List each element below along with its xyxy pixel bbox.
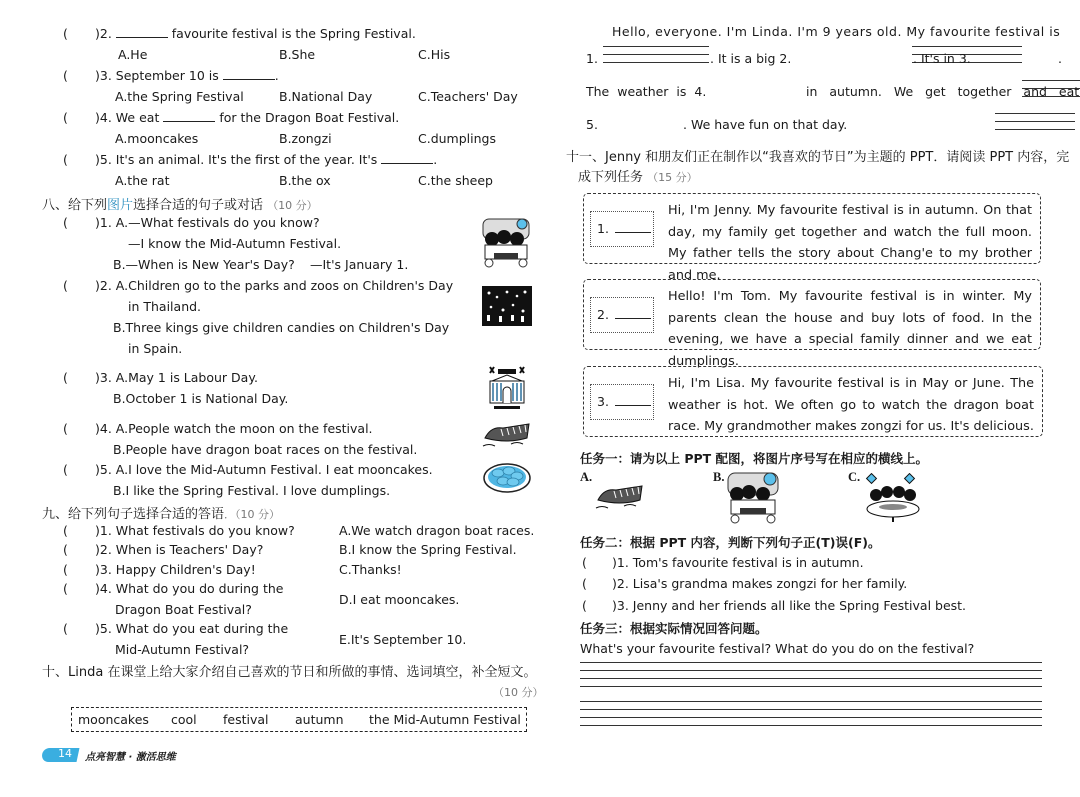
q-number: )4. <box>95 110 112 125</box>
picture-label: B. <box>713 470 725 484</box>
option-b: B.I like the Spring Festival. I love dumplings. <box>113 483 391 498</box>
option-b: B.zongzi <box>279 131 332 146</box>
passage-line-1: Hello, everyone. I'm Linda. I'm 9 years old. My favourite festival is <box>612 24 1061 39</box>
answer-paren[interactable]: ( <box>63 152 68 167</box>
option-b: B.National Day <box>279 89 373 104</box>
q-number: )2. <box>95 26 112 41</box>
question-text: It's an animal. It's the first of the year. It's <box>115 152 378 167</box>
answer-paren[interactable]: ( <box>63 370 68 385</box>
family-mid-autumn-picture <box>480 215 532 270</box>
option-text: in Thailand. <box>128 299 202 314</box>
answer-paren[interactable]: ( <box>582 576 587 591</box>
fill-blank[interactable] <box>116 26 168 38</box>
option-a: A.the Spring Festival <box>115 89 244 104</box>
family-moon-picture <box>725 470 781 526</box>
answer-paren[interactable]: ( <box>63 542 68 557</box>
dumplings-plate-picture <box>482 460 532 495</box>
family-dinner-picture <box>862 473 924 523</box>
option-c: C.dumplings <box>418 131 496 146</box>
q-number: )3. <box>95 68 112 83</box>
question-text: We eat <box>115 110 160 125</box>
option-a: A.He <box>118 47 148 62</box>
answer-paren[interactable]: ( <box>63 26 68 41</box>
ppt-text: Hi, I'm Lisa. My favourite festival is in May or June. The weather is hot. We often go to watch the dragon boat race. My grandmother makes zongzi for us. It's delicious. <box>668 376 1034 434</box>
word-bank-item: mooncakes <box>78 712 149 727</box>
word-bank-item: autumn <box>295 712 344 727</box>
dialogue-line: —I know the Mid-Autumn Festival. <box>128 236 342 251</box>
word-bank-item: festival <box>223 712 269 727</box>
question-text: Mid-Autumn Festival? <box>115 642 250 657</box>
crowd-parade-picture <box>481 285 533 327</box>
fill-blank[interactable] <box>163 110 215 122</box>
answer-paren[interactable]: ( <box>63 562 68 577</box>
answer-paren[interactable]: ( <box>63 278 68 293</box>
answer-paren[interactable]: ( <box>582 555 587 570</box>
answer-option: D.I eat mooncakes. <box>339 592 460 607</box>
answer-paren[interactable]: ( <box>63 421 68 436</box>
ppt-answer-box[interactable]: 3. <box>590 384 654 420</box>
section-score: ．（10 分） <box>224 508 281 521</box>
question-text: Dragon Boat Festival? <box>115 602 252 617</box>
passage-text: in autumn. We get together and eat <box>806 84 1080 99</box>
ppt-text: Hello! I'm Tom. My favourite festival is in winter. My parents clean the house and buy lots of food. In the evening, we have a special family dinner and we eat dumplings. <box>668 289 1032 369</box>
tiananmen-picture <box>484 363 530 413</box>
ppt-card-2 <box>583 279 1041 369</box>
task-3-question: What's your favourite festival? What do you do on the festival? <box>580 641 975 656</box>
answer-paren[interactable]: ( <box>63 621 68 636</box>
blank-number: 5. <box>586 117 598 132</box>
ppt-card-1 <box>583 193 1041 283</box>
option-text: in Spain. <box>128 341 183 356</box>
word-bank-item: cool <box>171 712 197 727</box>
ppt-answer-box[interactable]: 2. <box>590 297 654 333</box>
answer-paren[interactable]: ( <box>63 462 68 477</box>
section-score: （10 分） <box>493 686 544 699</box>
option-a: A.the rat <box>115 173 170 188</box>
answer-paren[interactable]: ( <box>63 110 68 125</box>
option-c: C.the sheep <box>418 173 493 188</box>
option-b: B.October 1 is National Day. <box>113 391 289 406</box>
fill-blank[interactable] <box>381 152 433 164</box>
dragon-boat-picture <box>594 482 646 514</box>
option-c: C.Teachers' Day <box>418 89 518 104</box>
section-11-title-cont: 成下列任务 （15 分） <box>578 170 698 185</box>
option-b: B.the ox <box>279 173 331 188</box>
option-a: A.mooncakes <box>115 131 199 146</box>
blank-number: 1. <box>586 51 598 66</box>
section-9-title: 九、给下列句子选择合适的答语．（10 分） <box>42 507 281 522</box>
answer-option: B.I know the Spring Festival. <box>339 542 517 557</box>
task-3-title: 任务三：根据实际情况回答问题。 <box>580 621 768 636</box>
punct: . <box>1058 51 1062 66</box>
question-text: September 10 is <box>115 68 219 83</box>
passage-text: . It's in 3. <box>913 51 971 66</box>
passage-text: . We have fun on that day. <box>683 117 848 132</box>
question-text: for the Dragon Boat Festival. <box>219 110 400 125</box>
section-8-title: 八、给下列图片选择合适的句子或对话 （10 分） <box>42 198 318 213</box>
section-10-title: 十、Linda 在课堂上给大家介绍自己喜欢的节日和所做的事情、选词填空，补全短文。 <box>42 665 537 680</box>
answer-option: A.We watch dragon boat races. <box>339 523 535 538</box>
passage-text: . It is a big 2. <box>710 51 792 66</box>
answer-paren[interactable]: ( <box>63 68 68 83</box>
answer-paren[interactable]: ( <box>582 598 587 613</box>
punct: . <box>274 68 279 83</box>
answer-option: E.It's September 10. <box>339 632 467 647</box>
right-page: Hello, everyone. I'm Linda. I'm 9 years old. My favourite festival is 1. . It is a big 2. . It's in 3. . The weather is 4. in autumn. We get together and eat 5. . We have fun on that day. 十一、Jenny 和朋友们正在制作以“我喜欢的节日”为主题的 PPT．请阅读 PPT 内容，完 成下列任务 （15 分） 1. Hi, I'm Jenny. My favourite festival is in autumn. On that day, my family get together and watch the full moon. My father tells the story about Chang'e to my brother and me. 2. Hello! I'm Tom. My favourite festival is in winter. My parents clean the house and buy lots of food. In the evening, we have a special family dinner and we eat dumplings. 3. Hi, I'm Lisa. My favourite festival is in May or June. The weather is hot. We often go to watch the dragon boat race. My grandmother makes zongzi for us. It's delicious. 任务一：请为以上 PPT 配图，将图片序号写在相应的横线上。 A. B. C. 任务二：根据 PPT 内容，判断下列句子正(T)误(F)。 ( )1. Tom's favourite festival is in autumn. ( )2. Lisa's grandma makes zongzi for her family. ( )3. Jenny and her friends all like the Spring Festival best. 任务三：根据实际情况回答问题。 What's your favourite festival? What do you do on the festival? <box>0 0 1080 22</box>
task-2-title: 任务二：根据 PPT 内容，判断下列句子正(T)误(F)。 <box>580 535 881 550</box>
option-b: B.She <box>279 47 316 62</box>
dragon-boat-picture <box>481 420 533 452</box>
fill-blank[interactable] <box>223 68 275 80</box>
picture-label: A. <box>580 470 593 484</box>
option-b: B.Three kings give children candies on Children's Day <box>113 320 450 335</box>
option-b: B.—When is New Year's Day? <box>113 257 295 272</box>
section-11-title: 十一、Jenny 和朋友们正在制作以“我喜欢的节日”为主题的 PPT．请阅读 PPT 内容，完 <box>566 150 1070 165</box>
ppt-card-3 <box>583 366 1043 437</box>
section-score: （10 分） <box>267 199 318 212</box>
option-c: C.His <box>418 47 451 62</box>
task-1-title: 任务一：请为以上 PPT 配图，将图片序号写在相应的横线上。 <box>580 451 929 466</box>
footer-slogan: 点亮智慧 · 激活思维 <box>85 752 176 763</box>
word-bank-item: the Mid-Autumn Festival <box>369 712 521 727</box>
answer-paren[interactable]: ( <box>63 523 68 538</box>
fill-blank-5[interactable] <box>995 111 1075 133</box>
answer-paren[interactable]: ( <box>63 215 68 230</box>
word-bank <box>71 707 527 732</box>
dialogue-line: —It's January 1. <box>310 257 409 272</box>
page-number: 14 <box>58 747 72 760</box>
ppt-text: Hi, I'm Jenny. My favourite festival is in autumn. On that day, my family get together and watch the full moon. My father tells the story about Chang'e to my brother and me. <box>668 203 1032 283</box>
passage-text: The weather is 4. <box>586 84 707 99</box>
answer-paren[interactable]: ( <box>63 581 68 596</box>
picture-label: C. <box>848 470 861 484</box>
ppt-answer-box[interactable]: 1. <box>590 211 654 247</box>
q-number: )5. <box>95 152 112 167</box>
answer-option: C.Thanks! <box>339 562 402 577</box>
option-b: B.People have dragon boat races on the festival. <box>113 442 418 457</box>
punct: . <box>433 152 438 167</box>
question-text: favourite festival is the Spring Festival. <box>171 26 416 41</box>
fill-blank-1[interactable] <box>603 44 709 66</box>
